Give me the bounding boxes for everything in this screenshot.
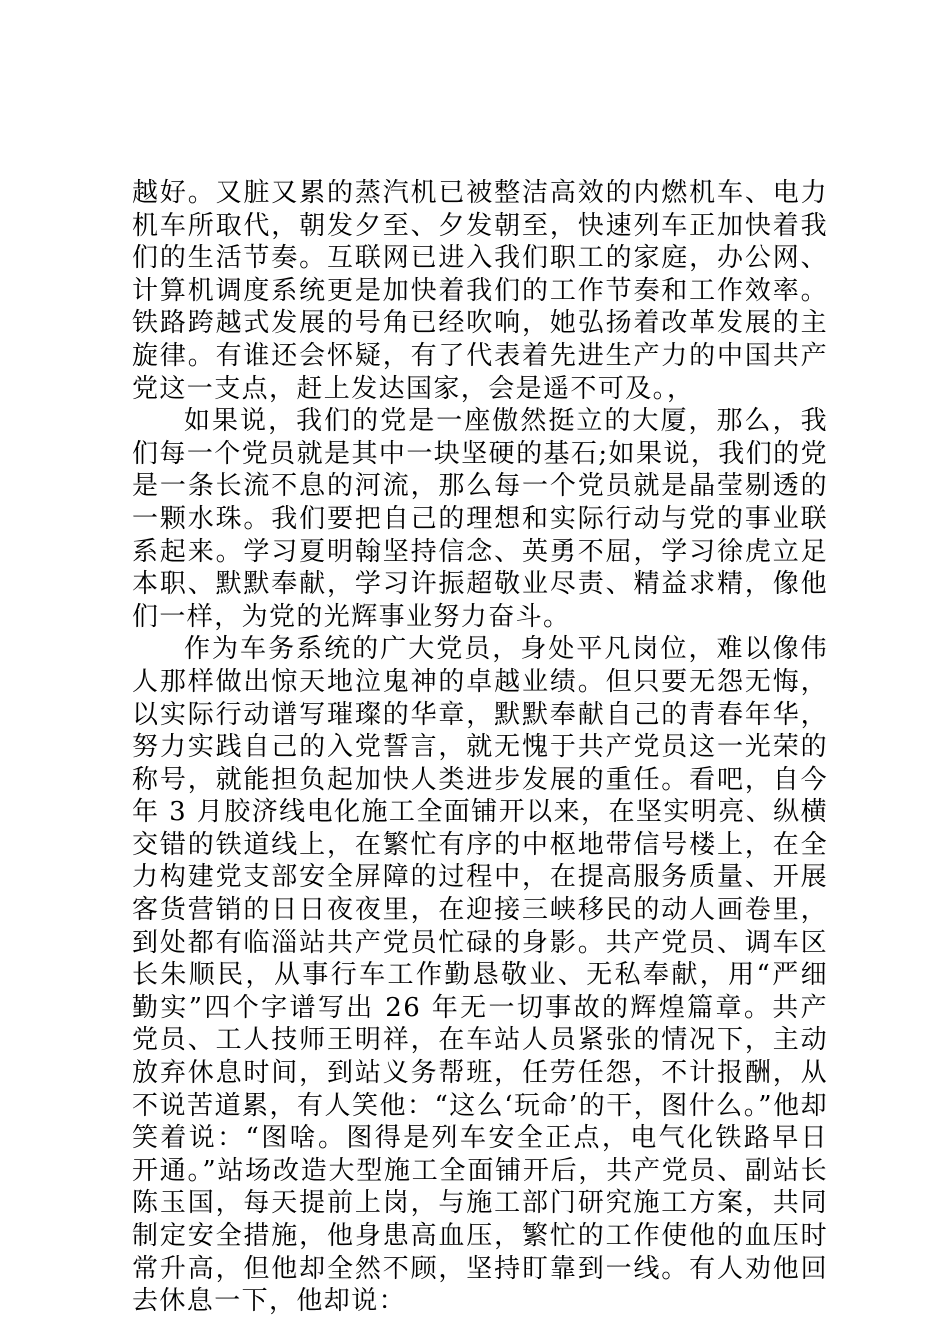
paragraph-continuation: 越好。又脏又累的蒸汽机已被整洁高效的内燃机车、电力机车所取代，朝发夕至、夕发朝至，快速列车正加快着我们的生活节奏。互联网已进入我们职工的家庭，办公网、计算机调度系统更是加快着我们的工作节奏和工作效率。铁路跨越式发展的号角已经吹响，她弘扬着改革发展的主旋律。有谁还会怀疑，有了代表着先进生产力的中国共产党这一支点，赶上发达国家，会是遥不可及。， [132, 178, 828, 404]
paragraph-party-members-metaphor: 如果说，我们的党是一座傲然挺立的大厦，那么，我们每一个党员就是其中一块坚硬的基石;如果说，我们的党是一条长流不息的河流，那么每一个党员就是晶莹剔透的一颗水珠。我们要把自己的理想和实际行动与党的事业联系起来。学习夏明翰坚持信念、英勇不屈，学习徐虎立足本职、默默奉献，学习许振超敬业尽责、精益求精，像他们一样，为党的光辉事业努力奋斗。 [132, 406, 828, 632]
document-page [132, 177, 828, 1318]
paragraph-station-members-stories: 作为车务系统的广大党员，身处平凡岗位，难以像伟人那样做出惊天地泣鬼神的卓越业绩。但只要无怨无悔，以实际行动谱写璀璨的华章，默默奉献自己的青春年华，努力实践自己的入党誓言，就无愧于共产党员这一光荣的称号，就能担负起加快人类进步发展的重任。看吧，自今年 3 月胶济线电化施工全面铺开以来，在坚实明亮、纵横交错的铁道线上，在繁忙有序的中枢地带信号楼上，在全力构建党支部安全屏障的过程中，在提高服务质量、开展客货营销的日日夜夜里，在迎接三峡移民的动人画卷里，到处都有临淄站共产党员忙碌的身影。共产党员、调车区长朱顺民，从事行车工作勤恳敬业、无私奉献，用“严细勤实”四个字谱写出 26 年无一切事故的辉煌篇章。共产党员、工人技师王明祥，在车站人员紧张的情况下，主动放弃休息时间，到站义务帮班，任劳任怨，不计报酬，从不说苦道累，有人笑他：“这么‘玩命’的干，图什么。”他却笑着说：“图啥。图得是列车安全正点，电气化铁路早日开通。”站场改造大型施工全面铺开后，共产党员、副站长陈玉国，每天提前上岗，与施工部门研究施工方案，共同制定安全措施，他身患高血压，繁忙的工作使他的血压时常升高，但他却全然不顾，坚持盯靠到一线。有人劝他回去休息一下，他却说： [132, 634, 828, 1317]
